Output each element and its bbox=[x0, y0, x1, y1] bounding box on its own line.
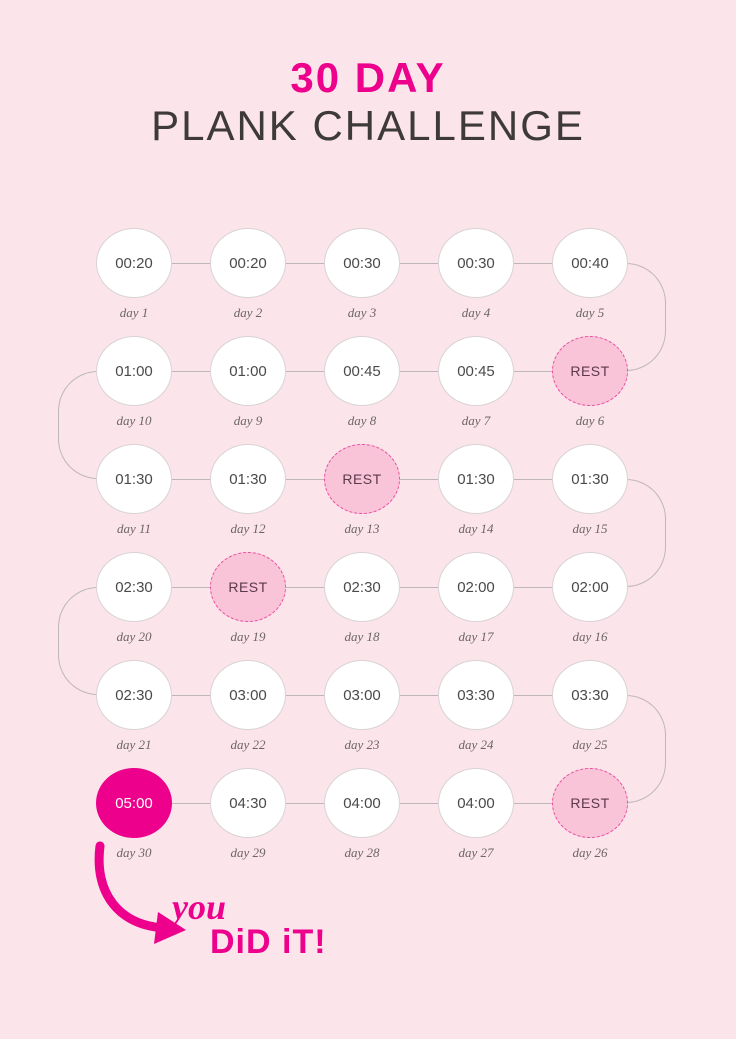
connector-line bbox=[172, 587, 210, 588]
day-label: day 29 bbox=[230, 845, 266, 860]
connector-line bbox=[400, 263, 438, 264]
day-cell[interactable] bbox=[324, 228, 400, 320]
rest-bubble[interactable]: REST bbox=[552, 336, 628, 406]
day-cell[interactable] bbox=[96, 228, 172, 320]
connector-line bbox=[400, 803, 438, 804]
title-line-2: PLANK CHALLENGE bbox=[151, 102, 585, 150]
duration-bubble[interactable]: 00:40 bbox=[552, 228, 628, 298]
day-cell[interactable] bbox=[438, 444, 514, 536]
day-label: day 30 bbox=[116, 845, 152, 860]
day-cell[interactable] bbox=[324, 336, 400, 428]
day-label: day 25 bbox=[572, 737, 608, 752]
day-label: day 12 bbox=[230, 521, 266, 536]
duration-bubble[interactable]: 00:45 bbox=[438, 336, 514, 406]
duration-bubble[interactable]: 03:00 bbox=[210, 660, 286, 730]
duration-bubble[interactable]: 05:00 bbox=[96, 768, 172, 838]
duration-bubble[interactable]: 01:30 bbox=[96, 444, 172, 514]
connector-line bbox=[286, 803, 324, 804]
day-label: day 23 bbox=[344, 737, 380, 752]
day-label: day 1 bbox=[119, 305, 149, 320]
day-cell[interactable] bbox=[210, 768, 286, 860]
day-cell[interactable] bbox=[438, 552, 514, 644]
duration-bubble[interactable]: 03:00 bbox=[324, 660, 400, 730]
connector-line bbox=[286, 263, 324, 264]
day-cell[interactable] bbox=[324, 768, 400, 860]
day-label: day 27 bbox=[458, 845, 494, 860]
day-label: day 18 bbox=[344, 629, 380, 644]
day-cell[interactable] bbox=[210, 336, 286, 428]
day-label: day 9 bbox=[233, 413, 263, 428]
duration-bubble[interactable]: 04:30 bbox=[210, 768, 286, 838]
day-label: day 15 bbox=[572, 521, 608, 536]
connector-line bbox=[514, 587, 552, 588]
title-line-1: 30 DAY bbox=[290, 54, 446, 101]
day-cell[interactable] bbox=[324, 444, 400, 536]
day-label: day 28 bbox=[344, 845, 380, 860]
day-label: day 14 bbox=[458, 521, 494, 536]
duration-bubble[interactable]: 02:30 bbox=[96, 552, 172, 622]
duration-bubble[interactable]: 01:00 bbox=[210, 336, 286, 406]
day-label: day 5 bbox=[575, 305, 605, 320]
duration-bubble[interactable]: 00:30 bbox=[324, 228, 400, 298]
day-cell[interactable] bbox=[96, 660, 172, 752]
day-cell[interactable] bbox=[438, 768, 514, 860]
duration-bubble[interactable]: 00:45 bbox=[324, 336, 400, 406]
duration-bubble[interactable]: 03:30 bbox=[552, 660, 628, 730]
day-cell[interactable] bbox=[552, 660, 628, 752]
day-label: day 11 bbox=[116, 521, 152, 536]
day-cell[interactable] bbox=[210, 228, 286, 320]
duration-bubble[interactable]: 04:00 bbox=[324, 768, 400, 838]
day-label: day 8 bbox=[347, 413, 377, 428]
duration-bubble[interactable]: 02:30 bbox=[96, 660, 172, 730]
connector-line bbox=[172, 479, 210, 480]
row-turn-connector bbox=[626, 479, 666, 587]
day-cell[interactable] bbox=[210, 660, 286, 752]
duration-bubble[interactable]: 02:30 bbox=[324, 552, 400, 622]
day-label: day 13 bbox=[344, 521, 380, 536]
duration-bubble[interactable]: 01:30 bbox=[210, 444, 286, 514]
connector-line bbox=[400, 695, 438, 696]
day-cell[interactable] bbox=[438, 336, 514, 428]
duration-bubble[interactable]: 01:30 bbox=[438, 444, 514, 514]
you-text: you bbox=[172, 887, 226, 927]
connector-line bbox=[286, 587, 324, 588]
day-label: day 7 bbox=[461, 413, 491, 428]
day-cell[interactable] bbox=[438, 660, 514, 752]
completion-message bbox=[168, 887, 468, 962]
day-cell[interactable] bbox=[552, 336, 628, 428]
duration-bubble[interactable]: 00:30 bbox=[438, 228, 514, 298]
connector-line bbox=[514, 695, 552, 696]
connector-line bbox=[286, 479, 324, 480]
connector-line bbox=[172, 803, 210, 804]
connector-line bbox=[172, 695, 210, 696]
duration-bubble[interactable]: 02:00 bbox=[552, 552, 628, 622]
connector-line bbox=[514, 263, 552, 264]
day-label: day 10 bbox=[116, 413, 152, 428]
day-label: day 21 bbox=[116, 737, 152, 752]
day-cell[interactable] bbox=[552, 552, 628, 644]
row-turn-connector bbox=[58, 371, 98, 479]
day-cell[interactable] bbox=[324, 552, 400, 644]
day-cell[interactable] bbox=[96, 444, 172, 536]
day-cell[interactable] bbox=[96, 552, 172, 644]
connector-line bbox=[400, 371, 438, 372]
day-label: day 3 bbox=[347, 305, 377, 320]
row-turn-connector bbox=[58, 587, 98, 695]
did-it-text: DiD iT! bbox=[210, 923, 327, 962]
connector-line bbox=[514, 371, 552, 372]
day-label: day 22 bbox=[230, 737, 266, 752]
row-turn-connector bbox=[626, 695, 666, 803]
day-label: day 2 bbox=[233, 305, 263, 320]
duration-bubble[interactable]: 04:00 bbox=[438, 768, 514, 838]
day-cell[interactable] bbox=[552, 768, 628, 860]
connector-line bbox=[286, 371, 324, 372]
duration-bubble[interactable]: 01:00 bbox=[96, 336, 172, 406]
day-cell[interactable] bbox=[96, 336, 172, 428]
connector-line bbox=[400, 479, 438, 480]
connector-line bbox=[172, 371, 210, 372]
rest-bubble[interactable]: REST bbox=[552, 768, 628, 838]
day-cell[interactable] bbox=[552, 228, 628, 320]
duration-bubble[interactable]: 01:30 bbox=[552, 444, 628, 514]
duration-bubble[interactable]: 00:20 bbox=[210, 228, 286, 298]
day-label: day 6 bbox=[575, 413, 605, 428]
connector-line bbox=[514, 803, 552, 804]
day-cell[interactable] bbox=[552, 444, 628, 536]
page-title bbox=[0, 56, 736, 153]
day-label: day 16 bbox=[572, 629, 608, 644]
day-cell[interactable] bbox=[324, 660, 400, 752]
rest-bubble[interactable]: REST bbox=[210, 552, 286, 622]
challenge-grid bbox=[96, 228, 640, 878]
duration-bubble[interactable]: 03:30 bbox=[438, 660, 514, 730]
row-turn-connector bbox=[626, 263, 666, 371]
connector-line bbox=[172, 263, 210, 264]
day-label: day 24 bbox=[458, 737, 494, 752]
day-cell[interactable] bbox=[210, 552, 286, 644]
duration-bubble[interactable]: 02:00 bbox=[438, 552, 514, 622]
day-label: day 4 bbox=[461, 305, 491, 320]
rest-bubble[interactable]: REST bbox=[324, 444, 400, 514]
day-label: day 20 bbox=[116, 629, 152, 644]
day-label: day 17 bbox=[458, 629, 494, 644]
connector-line bbox=[400, 587, 438, 588]
connector-line bbox=[514, 479, 552, 480]
day-cell[interactable] bbox=[210, 444, 286, 536]
connector-line bbox=[286, 695, 324, 696]
duration-bubble[interactable]: 00:20 bbox=[96, 228, 172, 298]
day-cell[interactable] bbox=[96, 768, 172, 860]
day-label: day 19 bbox=[230, 629, 266, 644]
day-label: day 26 bbox=[572, 845, 608, 860]
day-cell[interactable] bbox=[438, 228, 514, 320]
